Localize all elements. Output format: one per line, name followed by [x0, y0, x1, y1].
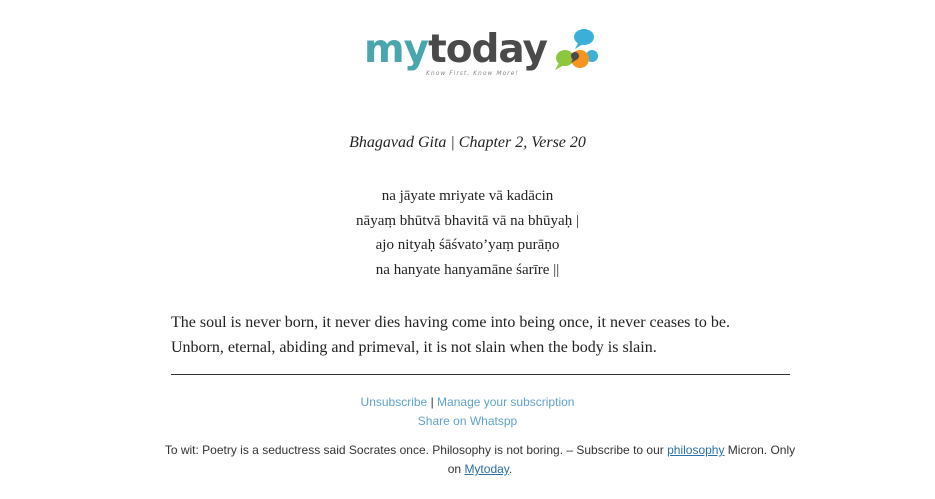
share-row	[0, 412, 935, 431]
logo-wordmark	[364, 26, 547, 74]
footer-note	[160, 441, 800, 479]
share-whatsapp-link[interactable]: Share on Whatspp	[417, 414, 518, 428]
translation-line-2: Unborn, eternal, abiding and primeval, it is not slain when the body is slain.	[171, 339, 657, 356]
speech-bubbles-icon	[545, 26, 600, 76]
footer-links	[0, 393, 935, 431]
footer-note-prefix: To wit: Poetry is a seductress said Socrates once. Philosophy is not boring. – Subscribe to our	[164, 443, 668, 457]
verse-line-1: na jāyate mriyate vā kadācin	[381, 188, 554, 204]
footer-note-middle: Micron. Only on	[447, 443, 796, 476]
link-separator: |	[430, 395, 434, 409]
logo-my-text: my	[364, 27, 429, 72]
logo-today-text: today	[428, 27, 547, 72]
translation-line-1: The soul is never born, it never dies having come into being once, it never ceases to be.	[171, 314, 730, 331]
verse-line-3: ajo nityaḥ śāśvato’yaṃ purāṇo	[375, 237, 560, 253]
verse-heading: Bhagavad Gita | Chapter 2, Verse 20	[349, 134, 586, 151]
footer-note-suffix: .	[508, 462, 513, 476]
subscription-links-row	[0, 393, 935, 412]
verse-line-4: na hanyate hanyamāne śarīre ||	[375, 261, 560, 278]
verse-line-2: nāyaṃ bhūtvā bhavitā vā na bhūyaḥ |	[356, 212, 579, 229]
sanskrit-verse	[0, 184, 935, 282]
mytoday-link[interactable]: Mytoday	[464, 462, 509, 476]
manage-subscription-link[interactable]: Manage your subscription	[437, 395, 575, 409]
philosophy-link[interactable]: philosophy	[667, 443, 725, 457]
divider	[171, 374, 790, 375]
unsubscribe-link[interactable]: Unsubscribe	[360, 395, 428, 409]
mytoday-logo[interactable]	[364, 26, 600, 82]
verse-translation	[171, 310, 791, 360]
logo-tagline: Know First, Know More!	[426, 70, 519, 77]
